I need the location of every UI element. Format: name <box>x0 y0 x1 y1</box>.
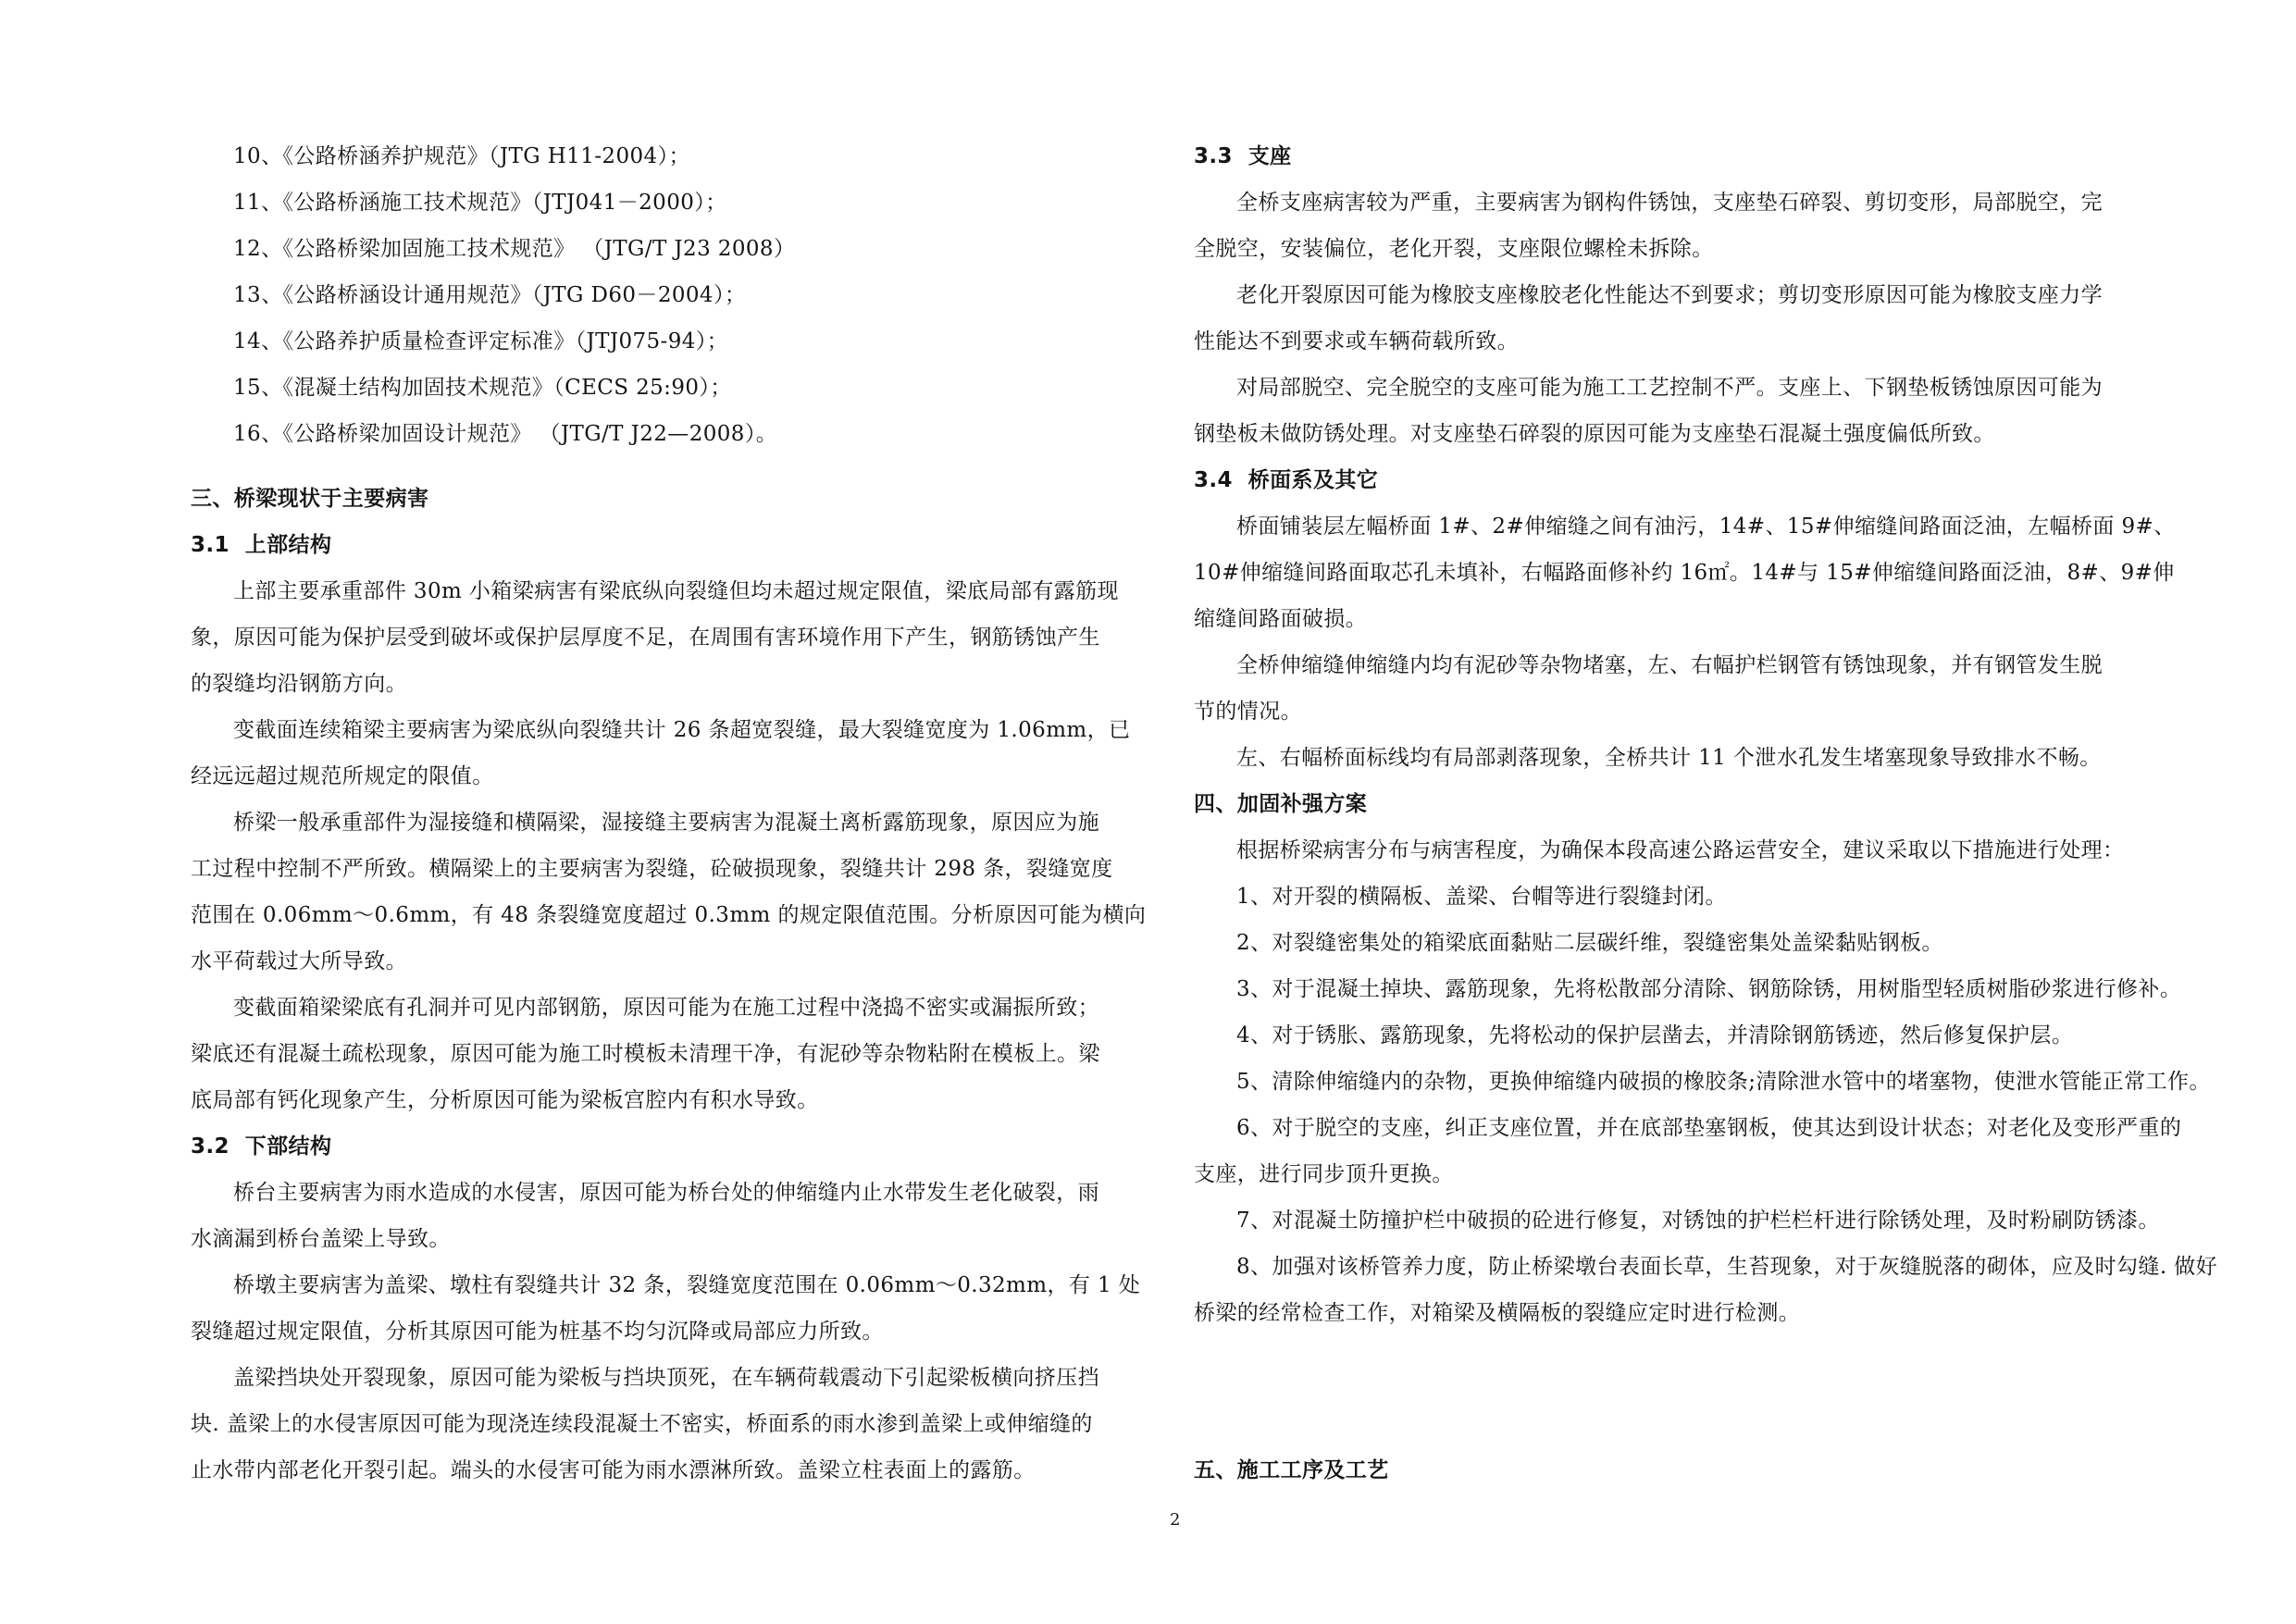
paragraph-line: 性能达不到要求或车辆荷载所致。 <box>1194 329 1519 353</box>
list-item-continuation: 桥梁的经常检查工作，对箱梁及横隔板的裂缝应定时进行检测。 <box>1194 1301 1801 1325</box>
reference-item: 16、《公路桥梁加固设计规范》 （JTG/T J22—2008）。 <box>233 422 778 446</box>
paragraph-line: 变截面连续箱梁主要病害为梁底纵向裂缝共计 26 条超宽裂缝，最大裂缝宽度为 1.06mm，已 <box>233 718 1131 742</box>
paragraph-line: 盖梁挡块处开裂现象，原因可能为梁板与挡块顶死，在车辆荷载震动下引起梁板横向挤压挡 <box>233 1366 1099 1390</box>
paragraph-line: 的裂缝均沿钢筋方向。 <box>191 672 407 696</box>
paragraph-line: 桥墩主要病害为盖梁、墩柱有裂缝共计 32 条，裂缝宽度范围在 0.06mm～0.32mm，有 1 处 <box>233 1273 1141 1297</box>
paragraph-line: 钢垫板未做防锈处理。对支座垫石碎裂的原因可能为支座垫石混凝土强度偏低所致。 <box>1194 422 1995 446</box>
section-heading: 四、加固补强方案 <box>1194 792 1368 816</box>
paragraph-line: 梁底还有混凝土疏松现象，原因可能为施工时模板未清理干净，有泥砂等杂物粘附在模板上。梁 <box>191 1042 1100 1066</box>
paragraph-line: 象，原因可能为保护层受到破坏或保护层厚度不足，在周围有害环境作用下产生，钢筋锈蚀产生 <box>191 626 1100 650</box>
reference-item: 14、《公路养护质量检查评定标准》（JTJ075-94）； <box>233 329 729 353</box>
paragraph-line: 块. 盖梁上的水侵害原因可能为现浇连续段混凝土不密实，桥面系的雨水渗到盖梁上或伸缩缝的 <box>191 1412 1093 1436</box>
reference-item: 11、《公路桥涵施工技术规范》（JTJ041－2000）； <box>233 191 727 215</box>
list-item: 7、对混凝土防撞护栏中破损的砼进行修复，对锈蚀的护栏栏杆进行除锈处理，及时粉刷防锈漆。 <box>1236 1209 2160 1233</box>
page-number: 2 <box>1170 1510 1181 1530</box>
list-item: 5、清除伸缩缝内的杂物，更换伸缩缝内破损的橡胶条;清除泄水管中的堵塞物，使泄水管能正常工作。 <box>1236 1070 2211 1094</box>
list-item: 6、对于脱空的支座，纠正支座位置，并在底部垫塞钢板，使其达到设计状态；对老化及变形严重的 <box>1236 1116 2182 1140</box>
paragraph-line: 根据桥梁病害分布与病害程度，为确保本段高速公路运营安全，建议采取以下措施进行处理： <box>1236 838 2125 862</box>
list-item: 2、对裂缝密集处的箱梁底面黏贴二层碳纤维，裂缝密集处盖梁黏贴钢板。 <box>1236 931 1943 955</box>
paragraph-line: 左、右幅桥面标线均有局部剥落现象，全桥共计 11 个泄水孔发生堵塞现象导致排水不畅。 <box>1236 746 2102 770</box>
paragraph-line: 水平荷载过大所导致。 <box>191 949 407 973</box>
paragraph-line: 节的情况。 <box>1194 700 1302 724</box>
paragraph-line: 桥梁一般承重部件为湿接缝和横隔梁，湿接缝主要病害为混凝土离析露筋现象，原因应为施 <box>233 811 1099 835</box>
paragraph-line: 水滴漏到桥台盖梁上导致。 <box>191 1227 451 1251</box>
paragraph-line: 桥面铺装层左幅桥面 1#、2#伸缩缝之间有油污，14#、15#伸缩缝间路面泛油，左幅桥面 9#、 <box>1236 514 2176 539</box>
section-heading: 五、施工工序及工艺 <box>1194 1458 1389 1482</box>
paragraph-line: 缩缝间路面破损。 <box>1194 607 1368 631</box>
paragraph-line: 止水带内部老化开裂引起。端头的水侵害可能为雨水漂淋所致。盖梁立柱表面上的露筋。 <box>191 1458 1036 1482</box>
subsection-heading: 3.4 桥面系及其它 <box>1194 468 1379 492</box>
paragraph-line: 经远远超过规范所规定的限值。 <box>191 764 494 788</box>
paragraph-line: 老化开裂原因可能为橡胶支座橡胶老化性能达不到要求；剪切变形原因可能为橡胶支座力学 <box>1236 283 2103 307</box>
paragraph-line: 全脱空，安装偏位，老化开裂，支座限位螺栓未拆除。 <box>1194 237 1714 261</box>
paragraph-line: 上部主要承重部件 30m 小箱梁病害有梁底纵向裂缝但均未超过规定限值，梁底局部有露筋现 <box>233 579 1119 603</box>
paragraph-line: 10#伸缩缝间路面取芯孔未填补，右幅路面修补约 16㎡。14#与 15#伸缩缝间路面泛油，8#、9#伸 <box>1194 561 2175 585</box>
reference-item: 12、《公路桥梁加固施工技术规范》 （JTG/T J23 2008） <box>233 237 796 261</box>
list-item: 4、对于锈胀、露筋现象，先将松动的保护层凿去，并清除钢筋锈迹，然后修复保护层。 <box>1236 1023 2074 1048</box>
section-heading: 三、桥梁现状于主要病害 <box>191 487 429 511</box>
subsection-heading: 3.2 下部结构 <box>191 1134 332 1159</box>
paragraph-line: 对局部脱空、完全脱空的支座可能为施工工艺控制不严。支座上、下钢垫板锈蚀原因可能为 <box>1236 376 2103 400</box>
list-item-continuation: 支座，进行同步顶升更换。 <box>1194 1162 1454 1186</box>
paragraph-line: 裂缝超过规定限值，分析其原因可能为桩基不均匀沉降或局部应力所致。 <box>191 1320 884 1344</box>
list-item: 3、对于混凝土掉块、露筋现象，先将松散部分清除、钢筋除锈，用树脂型轻质树脂砂浆进行修补。 <box>1236 977 2182 1001</box>
list-item: 8、加强对该桥管养力度，防止桥梁墩台表面长草，生苔现象，对于灰缝脱落的砌体，应及时勾缝. 做好 <box>1236 1255 2218 1279</box>
paragraph-line: 全桥伸缩缝伸缩缝内均有泥砂等杂物堵塞，左、右幅护栏钢管有锈蚀现象，并有钢管发生脱 <box>1236 653 2103 677</box>
paragraph-line: 桥台主要病害为雨水造成的水侵害，原因可能为桥台处的伸缩缝内止水带发生老化破裂，雨 <box>233 1181 1099 1205</box>
paragraph-line: 底局部有钙化现象产生，分析原因可能为梁板宫腔内有积水导致。 <box>191 1088 819 1112</box>
subsection-heading: 3.3 支座 <box>1194 144 1292 168</box>
paragraph-line: 全桥支座病害较为严重，主要病害为钢构件锈蚀，支座垫石碎裂、剪切变形，局部脱空，完 <box>1236 191 2103 215</box>
reference-item: 15、《混凝土结构加固技术规范》（CECS 25:90）； <box>233 376 732 400</box>
list-item: 1、对开裂的横隔板、盖梁、台帽等进行裂缝封闭。 <box>1236 885 1727 909</box>
paragraph-line: 变截面箱梁梁底有孔洞并可见内部钢筋，原因可能为在施工过程中浇捣不密实或漏振所致； <box>233 996 1099 1020</box>
reference-item: 10、《公路桥涵养护规范》（JTG H11-2004）； <box>233 144 690 168</box>
paragraph-line: 工过程中控制不严所致。横隔梁上的主要病害为裂缝，砼破损现象，裂缝共计 298 条，裂缝宽度 <box>191 857 1113 881</box>
subsection-heading: 3.1 上部结构 <box>191 533 332 557</box>
paragraph-line: 范围在 0.06mm～0.6mm，有 48 条裂缝宽度超过 0.3mm 的规定限值范围。分析原因可能为横向 <box>191 903 1147 927</box>
reference-item: 13、《公路桥涵设计通用规范》（JTG D60－2004）； <box>233 283 747 307</box>
